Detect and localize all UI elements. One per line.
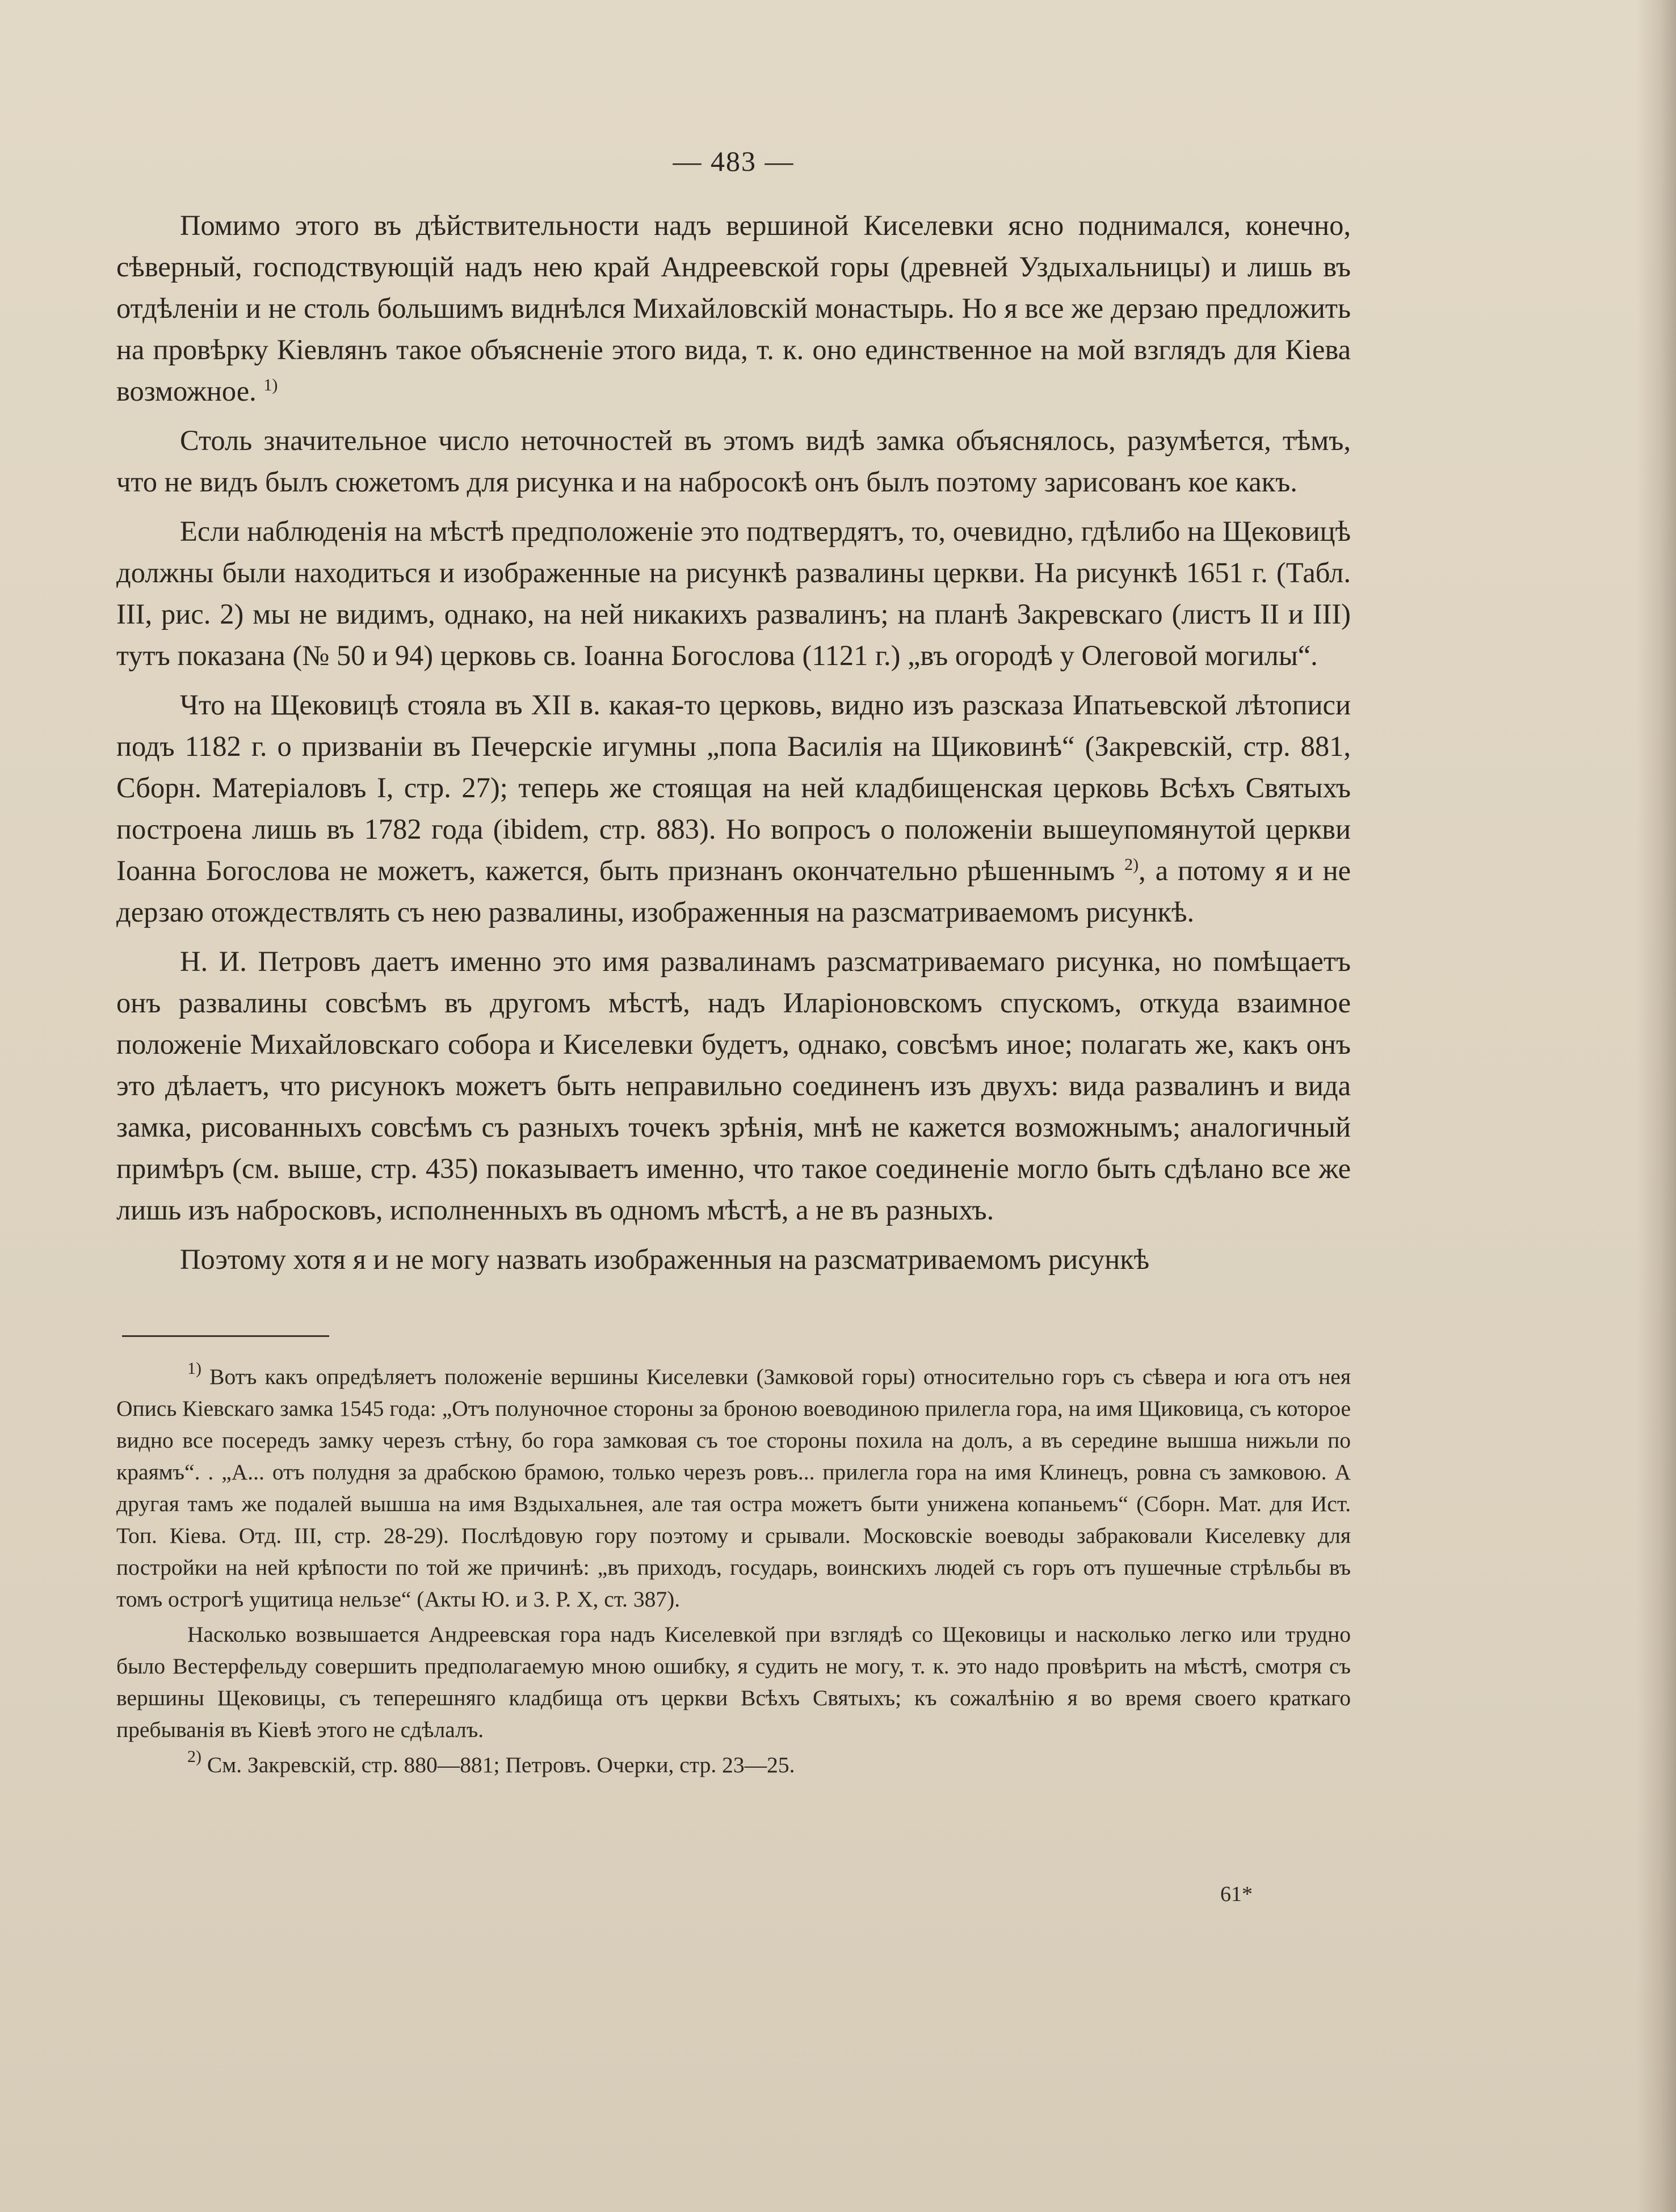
footnote-ref-2: 2) [1124,855,1139,874]
footnote-2-text: См. Закревскій, стр. 880—881; Петровъ. Очерки, стр. 23—25. [207,1752,795,1777]
main-text [116,205,1351,1280]
footnote-ref-1: 1) [263,376,278,394]
footnote-divider [122,1335,329,1337]
paragraph-4-text: Что на Щековицѣ стояла въ XII в. какая-то церковь, видно изъ разсказа Ипатьевской лѣтописи подъ 1182 г. о призваніи въ Печерскіе игумны „попа Василія на Щиковинѣ“ (Закревскій, стр. 881, Сборн. Матеріаловъ I, стр. 27); теперь же стоящая на ней кладбищенская церковь Всѣхъ Святыхъ построена лишь въ 1782 года (ibidem, стр. 883). Но вопросъ о положеніи вышеупомянутой церкви Іоанна Богослова не можетъ, кажется, быть признанъ окончательно рѣшеннымъ [116,689,1351,886]
footnote-1 [116,1361,1351,1615]
paragraph-5: Н. И. Петровъ даетъ именно это имя развалинамъ разсматриваемаго рисунка, но помѣщаетъ онъ развалины совсѣмъ въ другомъ мѣстѣ, надъ Иларіоновскомъ спускомъ, откуда взаимное положеніе Михайловскаго собора и Киселевки будетъ, однако, совсѣмъ иное; полагать же, какъ онъ это дѣлаетъ, что рисунокъ можетъ быть неправильно соединенъ изъ двухъ: вида развалинъ и вида замка, рисованныхъ совсѣмъ съ разныхъ точекъ зрѣнія, мнѣ не кажется возможнымъ; аналогичный примѣръ (см. выше, стр. 435) показываетъ именно, что такое соединеніе могло быть сдѣлано все же лишь изъ набросковъ, исполненныхъ въ одномъ мѣстѣ, а не въ разныхъ. [116,945,1351,1226]
paragraph-4 [116,684,1351,933]
footnote-2-mark: 2) [187,1747,201,1766]
paragraph-6: Поэтому хотя я и не могу назвать изображенныя на разсматриваемомъ рисункѣ [180,1243,1150,1275]
paragraph-3: Если наблюденія на мѣстѣ предположеніе это подтвердятъ, то, очевидно, гдѣлибо на Щековицѣ должны были находиться и изображенные на рисункѣ развалины церкви. На рисункѣ 1651 г. (Табл. III, рис. 2) мы не видимъ, однако, на ней никакихъ развалинъ; на планѣ Закревскаго (листъ II и III) тутъ показана (№ 50 и 94) церковь св. Іоанна Богослова (1121 г.) „въ огородѣ у Олеговой могилы“. [116,515,1351,671]
footnotes [116,1361,1351,1781]
footnote-1-text: Вотъ какъ опредѣляетъ положеніе вершины Киселевки (Замковой горы) относительно горъ съ сѣвера и юга отъ нея Опись Кіевскаго замка 1545 года: „Отъ полуночное стороны за броною воеводиною прилегла гора, на имя Щиковица, съ которое видно все посередъ замку черезъ стѣну, бо гора замковая съ тое стороны похила на долъ, а въ середине вышша нижьли по краямъ“. . „А... отъ полудня за драбскою брамою, только черезъ ровъ... прилегла гора на имя Клинецъ, ровна съ замковою. А другая тамъ же подалей вышша на имя Вздыхальнея, але тая остра можетъ быти унижена копаньемъ“ (Сборн. Мат. для Ист. Топ. Кіева. Отд. III, стр. 28-29). Послѣдовую гору поэтому и срывали. Московскіе воеводы забраковали Киселевку для постройки на ней крѣпости по той же причинѣ: „въ приходъ, государь, воинскихъ людей съ горъ отъ пушечные стрѣльбы въ томъ острогѣ ущитица нельзе“ (Акты Ю. и З. Р. X, ст. 387). [116,1364,1351,1612]
paragraph-1-text: Помимо этого въ дѣйствительности надъ вершиной Киселевки ясно поднимался, конечно, сѣверный, господствующій надъ нею край Андреевской горы (древней Уздыхальницы) и лишь въ отдѣленіи и не столь большимъ виднѣлся Михайловскій монастырь. Но я все же дерзаю предложить на провѣрку Кіевлянъ такое объясненіе этого вида, т. к. оно единственное на мой взглядъ для Кіева возможное. [116,209,1351,407]
page-content [116,145,1351,1781]
paragraph-2: Столь значительное число неточностей въ этомъ видѣ замка объяснялось, разумѣется, тѣмъ, что не видъ былъ сюжетомъ для рисунка и на набросокѣ онъ былъ поэтому зарисованъ кое какъ. [116,424,1351,498]
page-number: — 483 — [673,145,795,177]
footnote-1-continuation: Насколько возвышается Андреевская гора надъ Киселевкой при взглядѣ со Щековицы и насколько легко или трудно было Вестерфельду совершить предполагаемую мною ошибку, я судить не могу, т. к. это надо провѣрить на мѣстѣ, смотря съ вершины Щековицы, съ теперешняго кладбища отъ церкви Всѣхъ Святыхъ; къ сожалѣнію я во время своего краткаго пребыванія въ Кіевѣ этого не сдѣлалъ. [116,1622,1351,1742]
footnote-2 [116,1749,1351,1781]
footnote-1-mark: 1) [187,1359,201,1378]
paragraph-4-tail: , а потому я и не дерзаю отождествлять съ нею развалины, изображенныя на разсматриваемомъ рисункѣ. [116,855,1351,928]
paragraph-1 [116,205,1351,412]
sheet-signature: 61* [1220,1882,1253,1906]
